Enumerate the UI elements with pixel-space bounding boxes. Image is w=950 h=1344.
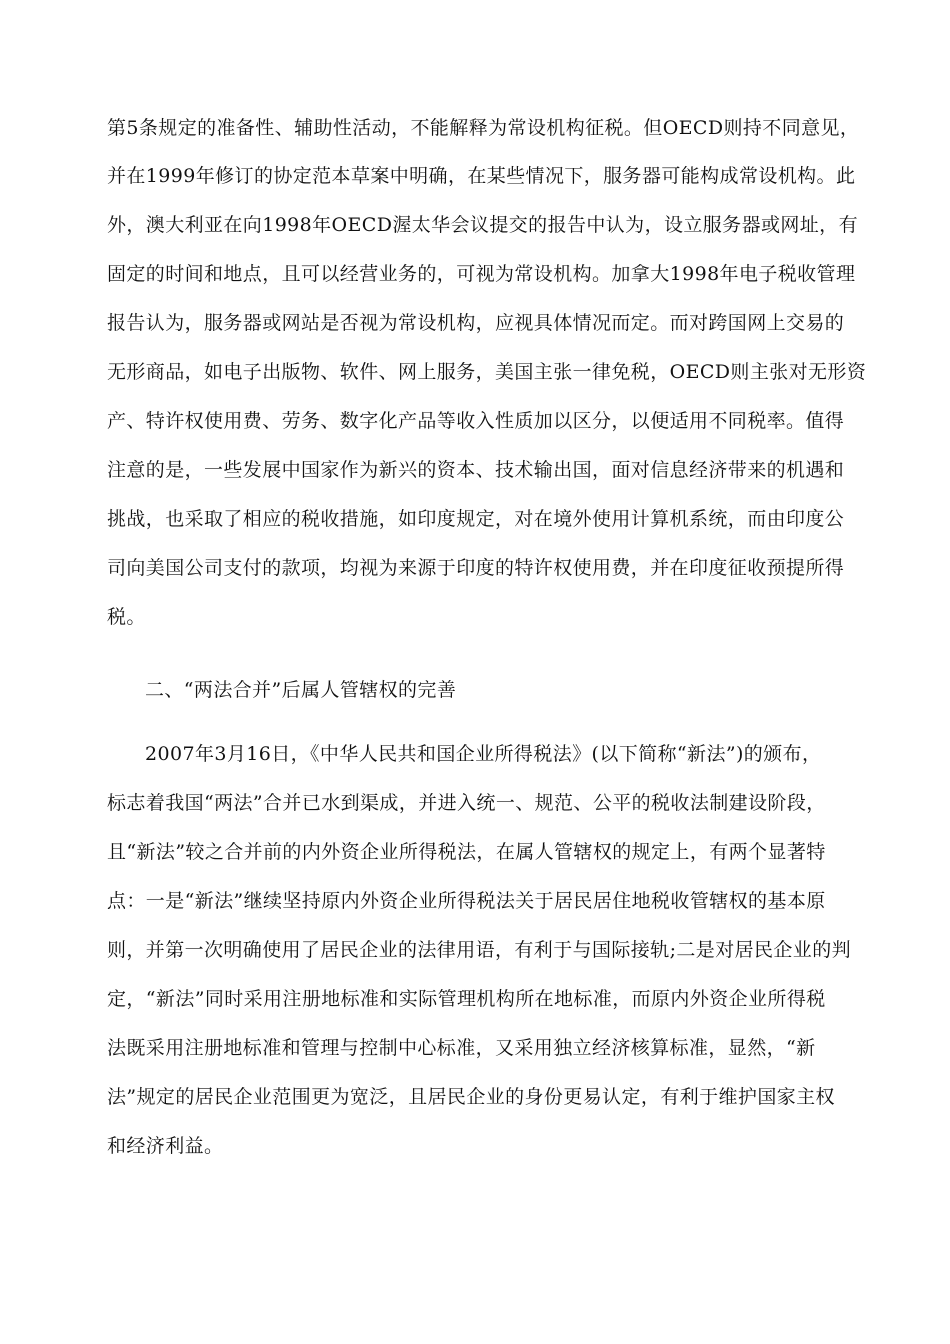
paragraph-line: 司向美国公司支付的款项，均视为来源于印度的特许权使用费，并在印度征收预提所得 xyxy=(107,557,845,579)
paragraph-line: 注意的是，一些发展中国家作为新兴的资本、技术输出国，面对信息经济带来的机遇和 xyxy=(107,459,845,481)
paragraph-line: 标志着我国“两法”合并已水到渠成，并进入统一、规范、公平的税收法制建设阶段， xyxy=(107,792,826,814)
paragraph-line: 且“新法”较之合并前的内外资企业所得税法，在属人管辖权的规定上，有两个显著特 xyxy=(107,841,826,863)
paragraph-line: 第5条规定的准备性、辅助性活动，不能解释为常设机构征税。但OECD则持不同意见， xyxy=(107,117,860,139)
paragraph-line: 法”规定的居民企业范围更为宽泛，且居民企业的身份更易认定，有利于维护国家主权 xyxy=(107,1086,835,1108)
paragraph-line: 挑战，也采取了相应的税收措施，如印度规定，对在境外使用计算机系统，而由印度公 xyxy=(107,508,845,530)
paragraph-line: 固定的时间和地点，且可以经营业务的，可视为常设机构。加拿大1998年电子税收管理 xyxy=(107,263,856,285)
paragraph-line: 则，并第一次明确使用了居民企业的法律用语，有利于与国际接轨;二是对居民企业的判 xyxy=(107,939,852,961)
paragraph-line: 报告认为，服务器或网站是否视为常设机构，应视具体情况而定。而对跨国网上交易的 xyxy=(107,312,845,334)
paragraph-line: 定，“新法”同时采用注册地标准和实际管理机构所在地标准，而原内外资企业所得税 xyxy=(107,988,826,1010)
paragraph-line: 2007年3月16日，《中华人民共和国企业所得税法》(以下简称“新法”)的颁布， xyxy=(145,743,822,765)
paragraph-line: 无形商品，如电子出版物、软件、网上服务，美国主张一律免税，OECD则主张对无形资 xyxy=(107,361,867,383)
paragraph-line: 税。 xyxy=(107,606,146,628)
paragraph-line: 外，澳大利亚在向1998年OECD渥太华会议提交的报告中认为，设立服务器或网址，有 xyxy=(107,214,858,236)
paragraph-line: 并在1999年修订的协定范本草案中明确，在某些情况下，服务器可能构成常设机构。此 xyxy=(107,165,856,187)
paragraph-line: 法既采用注册地标准和管理与控制中心标准，又采用独立经济核算标准，显然，“新 xyxy=(107,1037,816,1059)
paragraph-line: 点：一是“新法”继续坚持原内外资企业所得税法关于居民居住地税收管辖权的基本原 xyxy=(107,890,826,912)
paragraph-line: 和经济利益。 xyxy=(107,1135,224,1157)
section-heading: 二、“两法合并”后属人管辖权的完善 xyxy=(145,679,457,701)
paragraph-line: 产、特许权使用费、劳务、数字化产品等收入性质加以区分，以便适用不同税率。值得 xyxy=(107,410,845,432)
